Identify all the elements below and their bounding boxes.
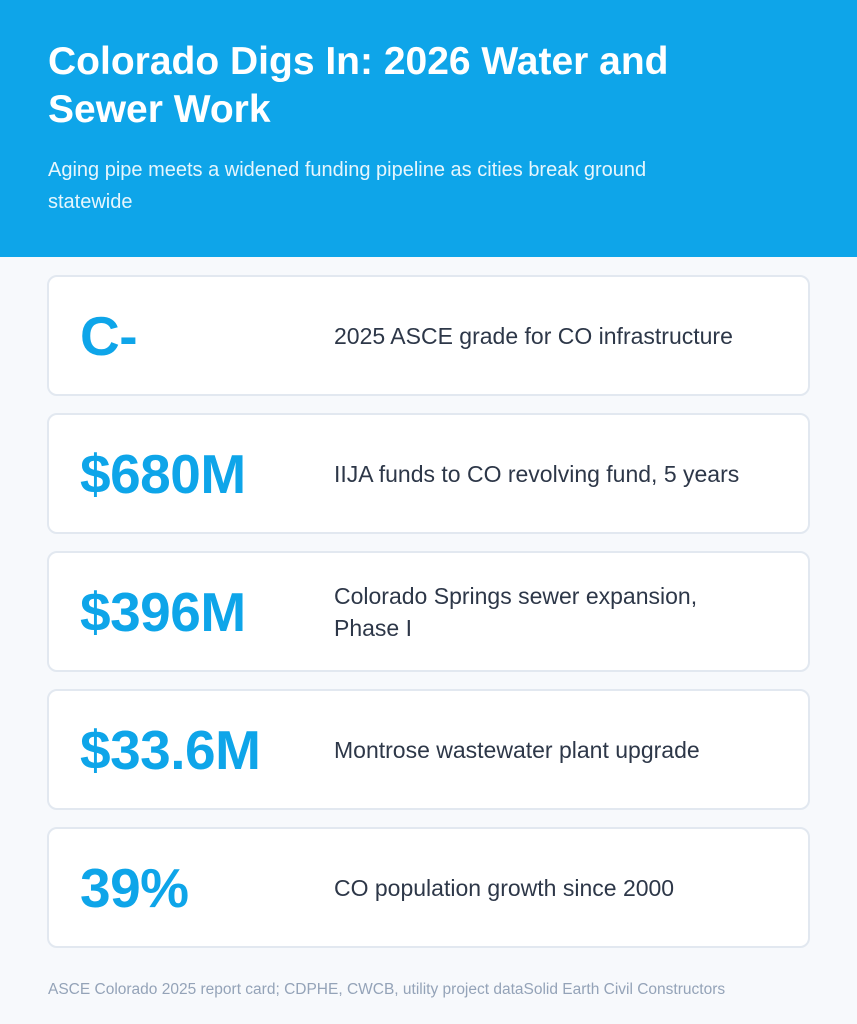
footer-credit: Solid Earth Civil Constructors [523,981,726,998]
stat-card-iija-funds [47,413,810,534]
stat-label: Colorado Springs sewer expansion, Phase I [334,582,698,641]
footer-source: ASCE Colorado 2025 report card; CDPHE, CWCB, utility project data [48,981,524,998]
stat-card-montrose [47,689,810,810]
stat-card-population-growth [47,827,810,948]
stat-value: 39% [80,856,189,919]
page-subtitle: Aging pipe meets a widened funding pipeline as cities break ground statewide [48,159,647,213]
stat-card-colorado-springs [47,551,810,672]
footer [48,981,828,999]
stat-value: $680M [80,442,246,505]
stat-label: CO population growth since 2000 [334,874,675,901]
stat-label: IIJA funds to CO revolving fund, 5 years [334,460,740,487]
header-banner [0,0,857,257]
stat-cards [47,275,810,965]
stat-value: $33.6M [80,718,261,781]
stat-value: C- [80,304,138,367]
stat-card-asce-grade [47,275,810,396]
stat-label: 2025 ASCE grade for CO infrastructure [334,322,733,349]
page-title: Colorado Digs In: 2026 Water and Sewer Work [48,40,669,131]
stat-label: Montrose wastewater plant upgrade [334,736,700,763]
stat-value: $396M [80,580,246,643]
